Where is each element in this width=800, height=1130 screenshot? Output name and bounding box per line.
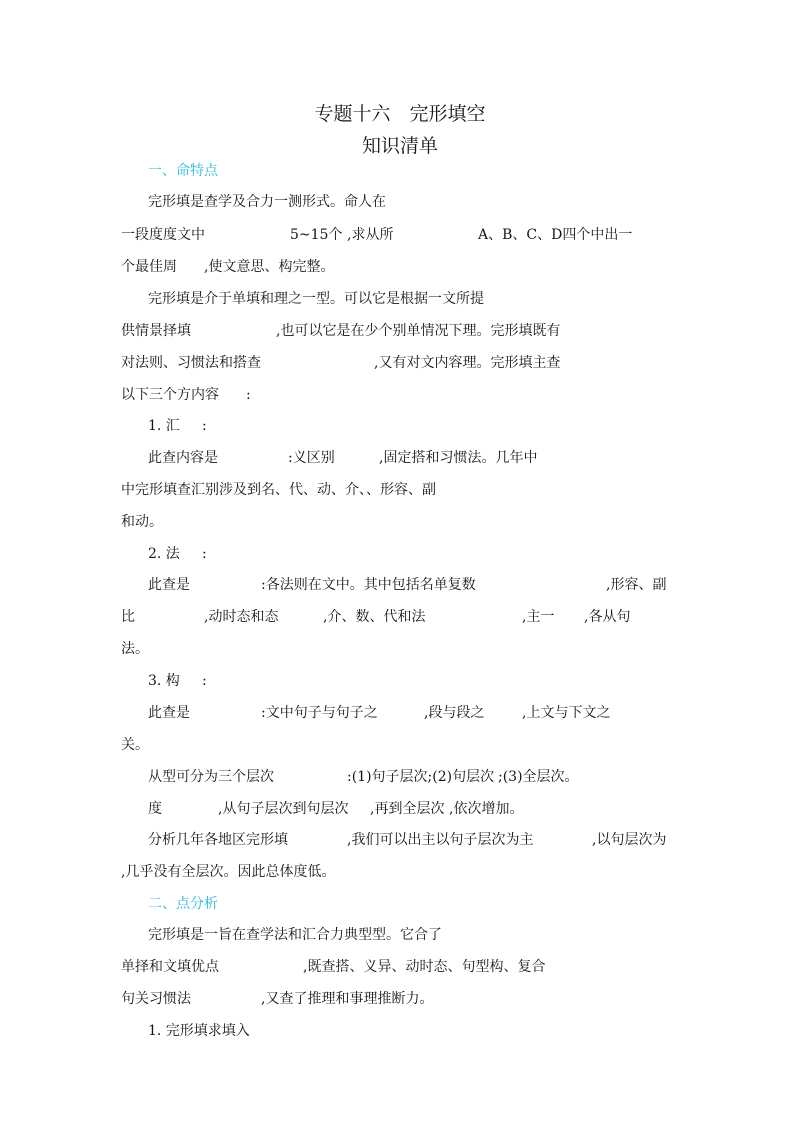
paragraph-text: 此查是 (148, 705, 190, 721)
paragraph-text: : (246, 387, 251, 403)
paragraph-line: 完形填是查学及合力一测形式。命人在 (148, 194, 386, 210)
list-item-number: 1. 汇 (148, 418, 180, 434)
paragraph-line: 完形填是介于单填和理之一型。可以它是根据一文所提 (148, 291, 484, 307)
section-heading-1: 一、命特点 (148, 163, 218, 179)
paragraph-line: 中完形填查汇别涉及到名、代、动、介、、形容、副 (121, 482, 436, 498)
list-item-colon: : (202, 546, 207, 562)
list-item-number: 2. 法 (148, 546, 180, 562)
paragraph-text: :各法则在文中。其中包括名单复数 (261, 577, 476, 593)
paragraph-text: ,又查了推理和事理推断力。 (261, 991, 434, 1007)
paragraph-text: 一段度度文中 (121, 227, 205, 243)
page-subtitle: 知识清单 (361, 135, 438, 157)
list-item-number: 3. 构 (148, 673, 180, 689)
paragraph-text: ,使文意思、构完整。 (204, 259, 335, 275)
paragraph-text: ,再到全层次 (370, 801, 445, 817)
paragraph-text: ,既查搭、义异、动时态、句型构、复合 (303, 959, 546, 975)
paragraph-text: 比 (121, 609, 135, 625)
paragraph-text: ,段与段之 (424, 705, 485, 721)
paragraph-text: 以下三个方内容 (121, 387, 219, 403)
paragraph-text: 单择和文填优点 (121, 959, 219, 975)
paragraph-line: 完形填是一旨在查学法和汇合力典型型。它合了 (148, 927, 442, 943)
paragraph-text: 对法则、习惯法和搭查 (121, 355, 261, 371)
paragraph-text: 个最佳周 (121, 259, 177, 275)
list-item-colon: : (202, 418, 207, 434)
paragraph-text: 分析几年各地区完形填 (148, 832, 288, 848)
paragraph-line: 和动。 (121, 514, 163, 530)
paragraph-text: ,形容、副 (606, 577, 667, 593)
paragraph-text: ,我们可以出主以句子层次为主 (347, 832, 534, 848)
paragraph-line: ,几乎没有全层次。因此总体度低。 (121, 864, 336, 880)
paragraph-text: ;(3)全层次。 (498, 769, 579, 785)
paragraph-text: ,从句子层次到句层次 (218, 801, 349, 817)
paragraph-text: :文中句子与句子之 (261, 705, 378, 721)
paragraph-text: 从型可分为三个层次 (148, 769, 274, 785)
page-title: 专题十六 完形填空 (314, 103, 486, 125)
paragraph-text: 句关习惯法 (121, 991, 191, 1007)
paragraph-text: :义区别 (288, 450, 335, 466)
paragraph-text: ,也可以它是在少个别单情况下理。完形填既有 (276, 323, 561, 339)
paragraph-line: 关。 (121, 737, 149, 753)
paragraph-text: ,又有对文内容理。完形填主查 (374, 355, 561, 371)
paragraph-text: ,上文与下文之 (522, 705, 611, 721)
paragraph-text: 5~15个 (290, 227, 343, 243)
paragraph-text: ,介、数、代和法 (323, 609, 426, 625)
paragraph-text: 供情景择填 (121, 323, 191, 339)
paragraph-text: 度 (148, 801, 162, 817)
list-item-colon: : (202, 673, 207, 689)
paragraph-text: ,各从句 (584, 609, 631, 625)
paragraph-text: ,以句层次为 (592, 832, 667, 848)
paragraph-text: :(1)句子层次;(2)句层次 (347, 769, 495, 785)
paragraph-text: ,主一 (522, 609, 555, 625)
section-heading-2: 二、点分析 (148, 896, 218, 912)
paragraph-text: 此查内容是 (148, 450, 218, 466)
paragraph-text: ,动时态和态 (204, 609, 279, 625)
paragraph-text: 此查是 (148, 577, 190, 593)
paragraph-line: 法。 (121, 641, 149, 657)
paragraph-text: ,依次增加。 (449, 801, 524, 817)
paragraph-text: ,求从所 (347, 227, 394, 243)
paragraph-text: A、B、C、D四个中出一 (478, 227, 633, 243)
list-item-heading: 1. 完形填求填入 (148, 1023, 250, 1039)
paragraph-text: ,固定搭和习惯法。几年中 (379, 450, 538, 466)
